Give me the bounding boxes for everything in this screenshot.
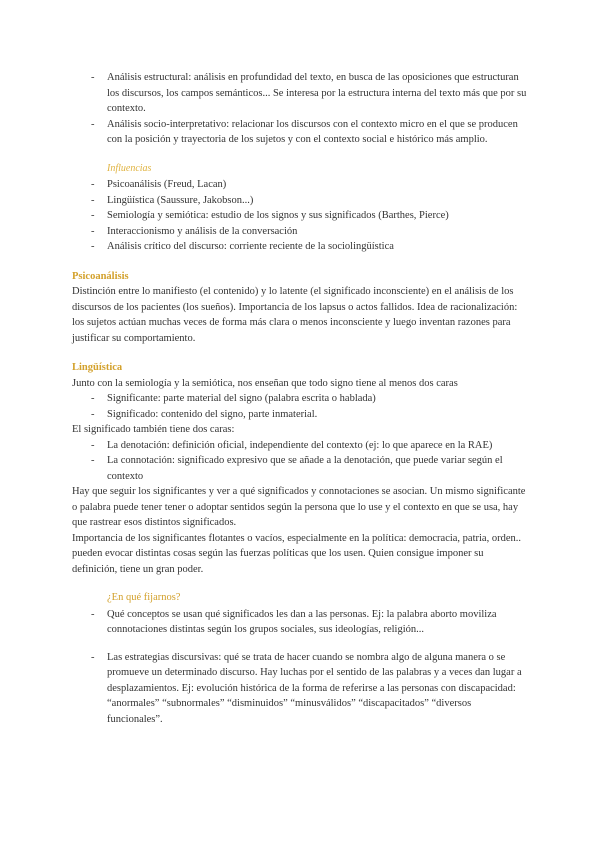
- linguistica-paragraph-1: Hay que seguir los significantes y ver a qué significados y connotaciones se asocian. Un mismo significante o palabra puede tener tener o adoptar sentidos según la persona que lo use y el contexto en que se usa, hay que rastrear esos distintos significados.: [72, 486, 526, 528]
- psicoanalisis-heading: Psicoanálisis: [72, 270, 129, 282]
- linguistica-intro: Junto con la semiología y la semiótica, nos enseñan que todo signo tiene al menos dos caras: [72, 377, 458, 389]
- list-item: - Significante: parte material del signo (palabra escrita o hablada): [72, 391, 528, 407]
- analysis-types-list: [72, 70, 528, 148]
- list-item: - Análisis crítico del discurso: corriente reciente de la sociolingüística: [72, 239, 528, 255]
- spacer: [72, 638, 528, 650]
- list-item: - Psicoanálisis (Freud, Lacan): [72, 177, 528, 193]
- significado-intro: El significado también tiene dos caras:: [72, 424, 235, 435]
- list-item: - Análisis estructural: análisis en profundidad del texto, en busca de las oposiciones que estructuran los discursos, los campos semánticos... Se interesa por la estructura interna del texto más que por su contexto.: [72, 70, 528, 117]
- signo-list: [72, 391, 528, 422]
- significado-list: [72, 438, 528, 485]
- influencias-subheading: Influencias: [107, 162, 152, 174]
- list-item: - La connotación: significado expresivo que se añade a la denotación, que puede variar según el contexto: [72, 453, 528, 484]
- list-item: - Interaccionismo y análisis de la conversación: [72, 224, 528, 240]
- linguistica-heading: Lingüística: [72, 362, 123, 373]
- influencias-list: [72, 177, 528, 255]
- list-item: - Significado: contenido del signo, parte inmaterial.: [72, 407, 528, 423]
- list-item: - Lingüística (Saussure, Jakobson...): [72, 193, 528, 209]
- list-item: - La denotación: definición oficial, independiente del contexto (ej: lo que aparece en la RAE): [72, 438, 528, 454]
- psicoanalisis-paragraph: Distinción entre lo manifiesto (el contenido) y lo latente (el significado inconsciente) en el análisis de los discursos de los pacientes (los sueños). Importancia de los lapsus o actos fallidos. Idea de racionalización: los sujetos actúan muchas veces de forma más clara o menos inconsciente y luego inventan razones para justificar su comportamiento.: [72, 286, 518, 344]
- list-item: - Semiología y semiótica: estudio de los signos y sus significados (Barthes, Pierce): [72, 208, 528, 224]
- fijarnos-list-1: [72, 607, 528, 638]
- fijarnos-subheading: ¿En qué fijarnos?: [107, 592, 181, 603]
- linguistica-paragraph-2: Importancia de los significantes flotantes o vacíos, especialmente en la política: democracia, patria, orden.. pueden evocar distintas cosas según las fuerzas políticas que los usen. Quien consigue imponer su definición, tiene un gran poder.: [72, 532, 521, 575]
- fijarnos-list-2: [72, 650, 528, 728]
- list-item: - Qué conceptos se usan qué significados les dan a las personas. Ej: la palabra aborto moviliza connotaciones distintas según los grupos sociales, sus ideologías, religión...: [72, 607, 528, 638]
- list-item: - Las estrategias discursivas: qué se trata de hacer cuando se nombra algo de alguna manera o se promueve un determinado discurso. Hay luchas por el sentido de las palabras y a veces dan lugar a desplazamientos. Ej: evolución histórica de la forma de referirse a las personas con discapacidad: “anormales” “subnormales” “disminuidos” “minusválidos” “discapacitados” “diversos funcionales”.: [72, 650, 528, 728]
- list-item: - Análisis socio-interpretativo: relacionar los discursos con el contexto micro en el que se producen con la posición y trayectoria de los sujetos y con el contexto social e histórico más amplio.: [72, 117, 528, 148]
- document-page: [72, 70, 528, 727]
